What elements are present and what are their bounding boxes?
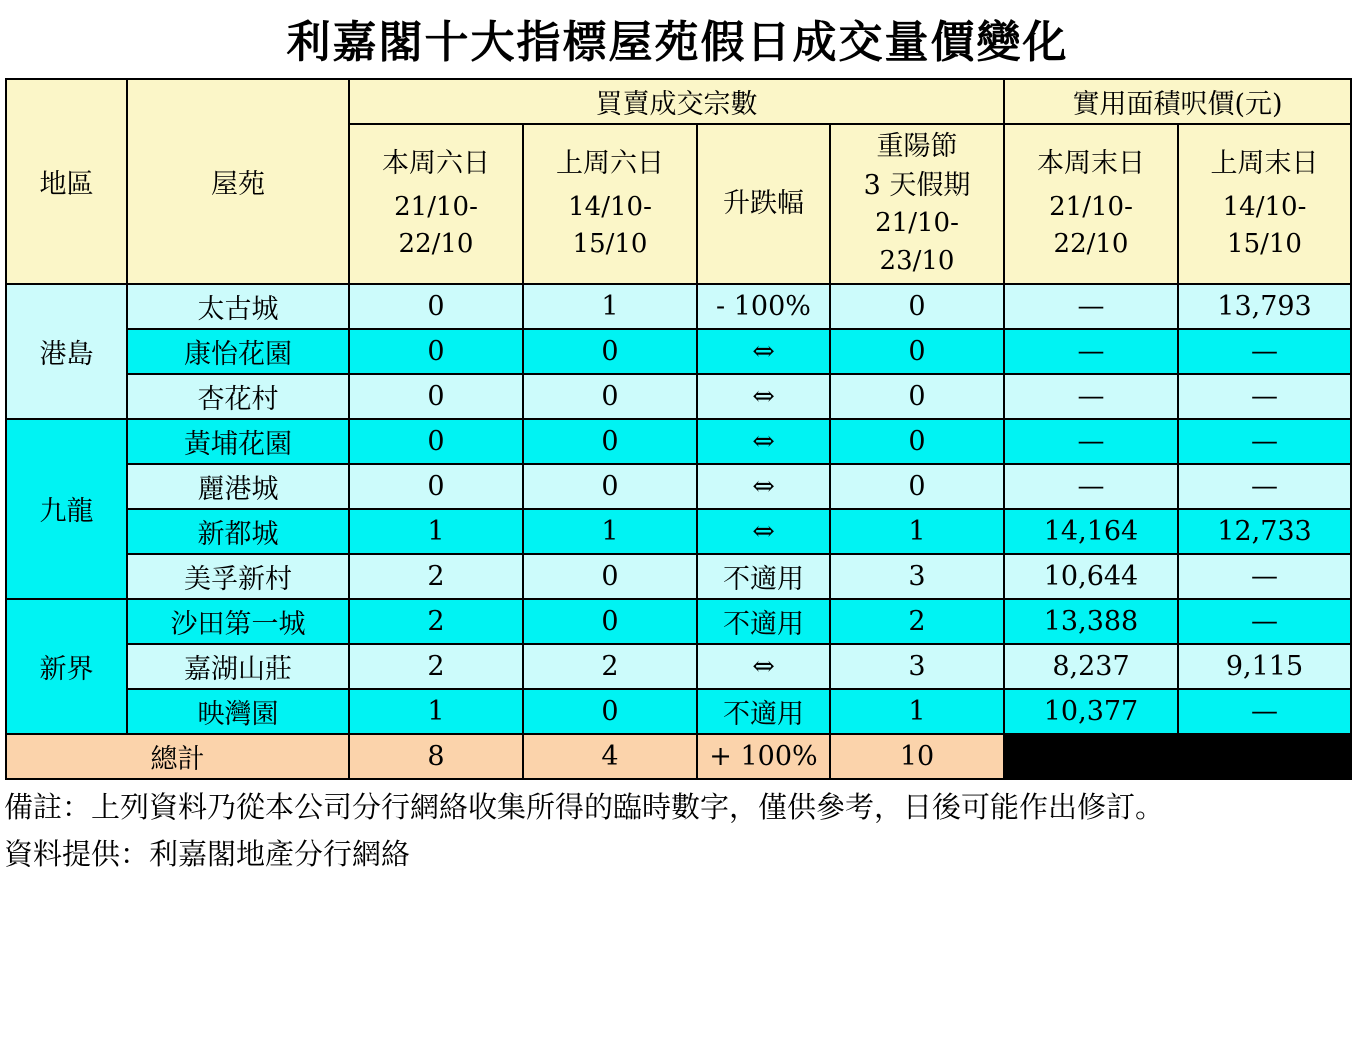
header-this-weekend-label: 本周末日 bbox=[1037, 147, 1145, 179]
total-last-sat: 4 bbox=[523, 734, 697, 779]
header-last-weekend-label: 上周末日 bbox=[1210, 147, 1319, 179]
this-sat-value: 2 bbox=[349, 554, 523, 599]
last-sat-value: 2 bbox=[523, 644, 697, 689]
total-row bbox=[6, 734, 1351, 779]
last-sat-value: 1 bbox=[523, 284, 697, 329]
this-weekend-value: — bbox=[1004, 329, 1178, 374]
estate-name: 嘉湖山莊 bbox=[127, 644, 349, 689]
estate-name: 映灣園 bbox=[127, 689, 349, 734]
change-value: ⇔ bbox=[697, 374, 830, 419]
header-this-weekend-date1: 21/10- bbox=[1049, 191, 1133, 222]
header-holiday-label1: 重陽節 bbox=[876, 131, 958, 162]
page-title: 利嘉閣十大指標屋苑假日成交量價變化 bbox=[286, 17, 1069, 68]
last-sat-value: 0 bbox=[523, 554, 697, 599]
header-last-saturday-date1: 14/10- bbox=[568, 191, 652, 222]
last-sat-value: 0 bbox=[523, 329, 697, 374]
header-holiday-date2: 23/10 bbox=[879, 245, 955, 276]
transactions-table bbox=[5, 78, 1352, 780]
this-sat-value: 1 bbox=[349, 689, 523, 734]
holiday-value: 0 bbox=[830, 464, 1004, 509]
header-estate: 屋苑 bbox=[127, 79, 349, 284]
region-cell: 九龍 bbox=[6, 419, 127, 599]
header-last-saturday bbox=[523, 124, 697, 284]
header-holiday bbox=[830, 124, 1004, 284]
last-sat-value: 0 bbox=[523, 419, 697, 464]
this-sat-value: 1 bbox=[349, 509, 523, 554]
total-holiday: 10 bbox=[830, 734, 1004, 779]
holiday-value: 1 bbox=[830, 509, 1004, 554]
table-row bbox=[6, 464, 1351, 509]
last-weekend-value: — bbox=[1178, 689, 1351, 734]
region-cell: 新界 bbox=[6, 599, 127, 734]
last-sat-value: 0 bbox=[523, 464, 697, 509]
estate-name: 美孚新村 bbox=[127, 554, 349, 599]
last-weekend-value: — bbox=[1178, 464, 1351, 509]
header-last-saturday-date2: 15/10 bbox=[572, 229, 648, 260]
holiday-value: 1 bbox=[830, 689, 1004, 734]
header-this-saturday-date2: 22/10 bbox=[398, 229, 474, 260]
header-last-weekend bbox=[1178, 124, 1351, 284]
region-cell: 港島 bbox=[6, 284, 127, 419]
change-value: ⇔ bbox=[697, 329, 830, 374]
header-this-saturday bbox=[349, 124, 523, 284]
total-change: + 100% bbox=[697, 734, 830, 779]
last-weekend-value: — bbox=[1178, 374, 1351, 419]
holiday-value: 3 bbox=[830, 554, 1004, 599]
change-value: 不適用 bbox=[697, 599, 830, 644]
table-row bbox=[6, 689, 1351, 734]
note-line-1: 備註：上列資料乃從本公司分行網絡收集所得的臨時數字，僅供參考，日後可能作出修訂。 bbox=[4, 789, 1165, 824]
change-value: - 100% bbox=[697, 284, 830, 329]
total-label: 總計 bbox=[6, 734, 349, 779]
header-holiday-label2: 3 天假期 bbox=[863, 170, 971, 202]
header-region: 地區 bbox=[6, 79, 127, 284]
holiday-value: 0 bbox=[830, 284, 1004, 329]
this-sat-value: 2 bbox=[349, 599, 523, 644]
estate-name: 黃埔花園 bbox=[127, 419, 349, 464]
estate-name: 麗港城 bbox=[127, 464, 349, 509]
holiday-value: 2 bbox=[830, 599, 1004, 644]
table-row bbox=[6, 509, 1351, 554]
last-weekend-value: — bbox=[1178, 554, 1351, 599]
last-weekend-value: 12,733 bbox=[1178, 509, 1351, 554]
header-last-saturday-label: 上周六日 bbox=[556, 147, 664, 179]
this-weekend-value: — bbox=[1004, 374, 1178, 419]
estate-name: 太古城 bbox=[127, 284, 349, 329]
last-weekend-value: — bbox=[1178, 329, 1351, 374]
table-row bbox=[6, 554, 1351, 599]
last-sat-value: 0 bbox=[523, 689, 697, 734]
table-row bbox=[6, 419, 1351, 464]
header-this-saturday-label: 本周六日 bbox=[382, 147, 490, 179]
note-line-2: 資料提供：利嘉閣地產分行網絡 bbox=[4, 836, 411, 871]
last-sat-value: 1 bbox=[523, 509, 697, 554]
header-last-weekend-date1: 14/10- bbox=[1222, 191, 1307, 222]
this-weekend-value: 14,164 bbox=[1004, 509, 1178, 554]
this-weekend-value: 13,388 bbox=[1004, 599, 1178, 644]
table-row bbox=[6, 374, 1351, 419]
header-this-weekend bbox=[1004, 124, 1178, 284]
estate-name: 沙田第一城 bbox=[127, 599, 349, 644]
this-sat-value: 0 bbox=[349, 329, 523, 374]
this-weekend-value: 10,377 bbox=[1004, 689, 1178, 734]
change-value: ⇔ bbox=[697, 419, 830, 464]
change-value: 不適用 bbox=[697, 689, 830, 734]
table-row bbox=[6, 599, 1351, 644]
change-value: ⇔ bbox=[697, 464, 830, 509]
holiday-value: 0 bbox=[830, 419, 1004, 464]
change-value: ⇔ bbox=[697, 509, 830, 554]
this-sat-value: 0 bbox=[349, 419, 523, 464]
header-change: 升跌幅 bbox=[697, 124, 830, 284]
change-value: ⇔ bbox=[697, 644, 830, 689]
header-group-transactions: 買賣成交宗數 bbox=[349, 79, 1004, 124]
change-value: 不適用 bbox=[697, 554, 830, 599]
estate-name: 杏花村 bbox=[127, 374, 349, 419]
last-weekend-value: — bbox=[1178, 419, 1351, 464]
this-weekend-value: 10,644 bbox=[1004, 554, 1178, 599]
holiday-value: 0 bbox=[830, 329, 1004, 374]
header-group-price: 實用面積呎價(元) bbox=[1004, 79, 1351, 124]
last-sat-value: 0 bbox=[523, 374, 697, 419]
table-row bbox=[6, 284, 1351, 329]
this-weekend-value: — bbox=[1004, 284, 1178, 329]
last-weekend-value: 9,115 bbox=[1178, 644, 1351, 689]
table-row bbox=[6, 644, 1351, 689]
estate-name: 康怡花園 bbox=[127, 329, 349, 374]
table-row bbox=[6, 329, 1351, 374]
last-weekend-value: 13,793 bbox=[1178, 284, 1351, 329]
header-holiday-date1: 21/10- bbox=[875, 208, 959, 239]
this-weekend-value: — bbox=[1004, 419, 1178, 464]
header-this-weekend-date2: 22/10 bbox=[1053, 229, 1129, 260]
this-weekend-value: — bbox=[1004, 464, 1178, 509]
this-sat-value: 0 bbox=[349, 464, 523, 509]
this-sat-value: 2 bbox=[349, 644, 523, 689]
this-weekend-value: 8,237 bbox=[1004, 644, 1178, 689]
holiday-value: 3 bbox=[830, 644, 1004, 689]
last-sat-value: 0 bbox=[523, 599, 697, 644]
header-group-row bbox=[6, 79, 1351, 124]
total-empty-cell bbox=[1004, 734, 1351, 779]
total-this-sat: 8 bbox=[349, 734, 523, 779]
this-sat-value: 0 bbox=[349, 284, 523, 329]
last-weekend-value: — bbox=[1178, 599, 1351, 644]
header-last-weekend-date2: 15/10 bbox=[1227, 229, 1302, 260]
this-sat-value: 0 bbox=[349, 374, 523, 419]
estate-name: 新都城 bbox=[127, 509, 349, 554]
holiday-value: 0 bbox=[830, 374, 1004, 419]
header-this-saturday-date1: 21/10- bbox=[394, 191, 478, 222]
